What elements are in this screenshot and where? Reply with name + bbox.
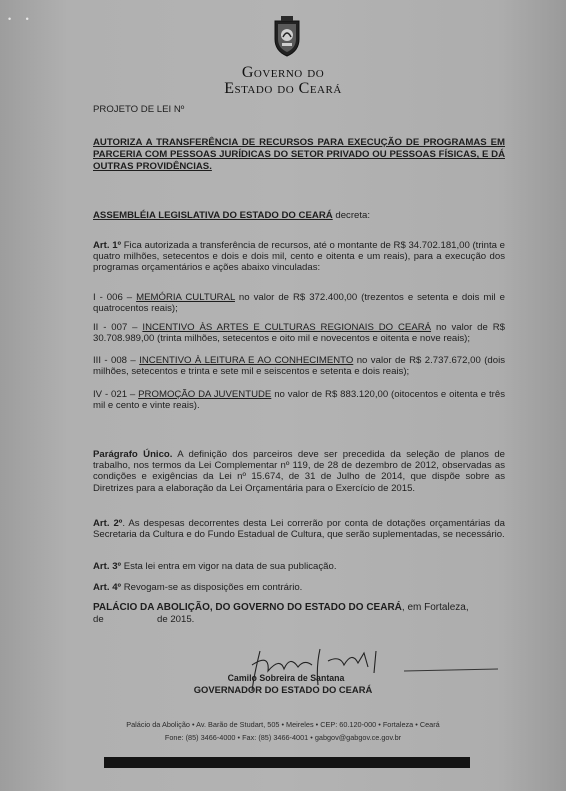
article-3-label: Art. 3º <box>93 561 122 572</box>
sole-paragraph <box>93 449 505 494</box>
signatory-name: Camilo Sobreira de Santana <box>227 673 345 683</box>
program-item <box>93 292 505 314</box>
program-amount-text: no valor de R$ 883.120,00 (oitocentos e oitenta e três mil e cento e vinte reais). <box>93 389 506 412</box>
signing-place <box>93 602 505 613</box>
article-4 <box>93 582 505 593</box>
letterhead-title-line1: Governo do <box>241 64 325 81</box>
bill-number-heading: PROJETO DE LEI Nº <box>93 104 185 115</box>
palace-name: PALÁCIO DA ABOLIÇÃO, DO GOVERNO DO ESTADO DO CEARÁ <box>93 602 402 613</box>
assembly-name: ASSEMBLÉIA LEGISLATIVA DO ESTADO DO CEARÁ <box>93 210 333 221</box>
bill-summary: AUTORIZA A TRANSFERÊNCIA DE RECURSOS PARA EXECUÇÃO DE PROGRAMAS EM PARCERIA COM PESSOAS JURÍDICAS DO SETOR PRIVADO OU PESSOAS FÍSICAS, E DÁ OUTRAS PROVIDÊNCIAS. <box>93 137 505 172</box>
signing-city: , em Fortaleza, <box>401 602 469 613</box>
article-2-label: Art. 2º <box>93 518 123 529</box>
program-name: INCENTIVO À LEITURA E AO CONHECIMENTO <box>139 355 354 366</box>
enacting-verb: decreta: <box>332 210 371 221</box>
program-code: I - 006 – <box>93 292 137 303</box>
program-name: INCENTIVO ÀS ARTES E CULTURAS REGIONAIS DO CEARÁ <box>142 322 432 333</box>
article-3 <box>93 561 505 572</box>
program-code: III - 008 – <box>93 355 140 366</box>
article-1 <box>93 240 505 274</box>
program-amount-text: no valor de R$ 2.737.672,00 (dois milhões, setecentos e trinta e sete mil e seiscentos e setenta e dois reais); <box>93 355 505 378</box>
enacting-clause <box>93 210 505 221</box>
program-item <box>93 322 505 344</box>
footer-contact: Fone: (85) 3466-4000 • Fax: (85) 3466-4001 • gabgov@gabgov.ce.gov.br <box>164 733 402 742</box>
program-amount-text: no valor de R$ 372.400,00 (trezentos e setenta e dois mil e quatrocentos reais); <box>93 292 505 315</box>
sole-paragraph-label: Parágrafo Único. <box>93 449 173 460</box>
program-item <box>93 389 505 411</box>
footer-bar <box>104 757 470 768</box>
state-coat-of-arms-icon <box>272 15 302 57</box>
article-4-label: Art. 4º <box>93 582 122 593</box>
article-1-label: Art. 1º <box>93 240 122 251</box>
program-code: IV - 021 – <box>93 389 139 400</box>
program-amount-text: no valor de R$ 30.708.989,00 (trinta milhões, setecentos e oito mil e novecentos e oitenta e nove reais); <box>93 322 505 345</box>
signing-date: de de 2015. <box>93 614 195 625</box>
article-3-text: Esta lei entra em vigor na data de sua publicação. <box>121 561 337 572</box>
program-name: PROMOÇÃO DA JUVENTUDE <box>138 389 272 400</box>
article-2 <box>93 518 505 540</box>
signatory-title: GOVERNADOR DO ESTADO DO CEARÁ <box>193 684 373 695</box>
footer-address: Palácio da Abolição • Av. Barão de Studart, 505 • Meireles • CEP: 60.120-000 • Fortaleza • Ceará <box>126 720 440 729</box>
letterhead-title-line2: Estado do Ceará <box>224 80 342 97</box>
program-name: MEMÓRIA CULTURAL <box>136 292 235 303</box>
article-1-text: Fica autorizada a transferência de recursos, até o montante de R$ 34.702.181,00 (trinta e quatro milhões, setecentos e dois e dois mil, cento e oitenta e um reais), para a execução dos programas orçamentários e ações abaixo vinculadas: <box>93 240 506 274</box>
program-code: II - 007 – <box>93 322 143 333</box>
article-4-text: Revogam-se as disposições em contrário. <box>121 582 303 593</box>
program-item <box>93 355 505 377</box>
scan-corner-mark: • • <box>8 14 35 24</box>
sole-paragraph-text: A definição dos parceiros deve ser precedida da seleção de planos de trabalho, nos termos da Lei Complementar nº 119, de 28 de dezembro de 2012, observadas as condições e exigências da Lei nº 15.674, de 31 de Julho de 2014, que dispõe sobre as Diretrizes para a elaboração da Lei Orçamentária para o Exercício de 2015. <box>93 449 505 494</box>
article-2-text: . As despesas decorrentes desta Lei correrão por conta de dotações orçamentárias da Secretaria da Cultura e do Fundo Estadual de Cultura, que serão suplementadas, se necessário. <box>93 518 506 541</box>
